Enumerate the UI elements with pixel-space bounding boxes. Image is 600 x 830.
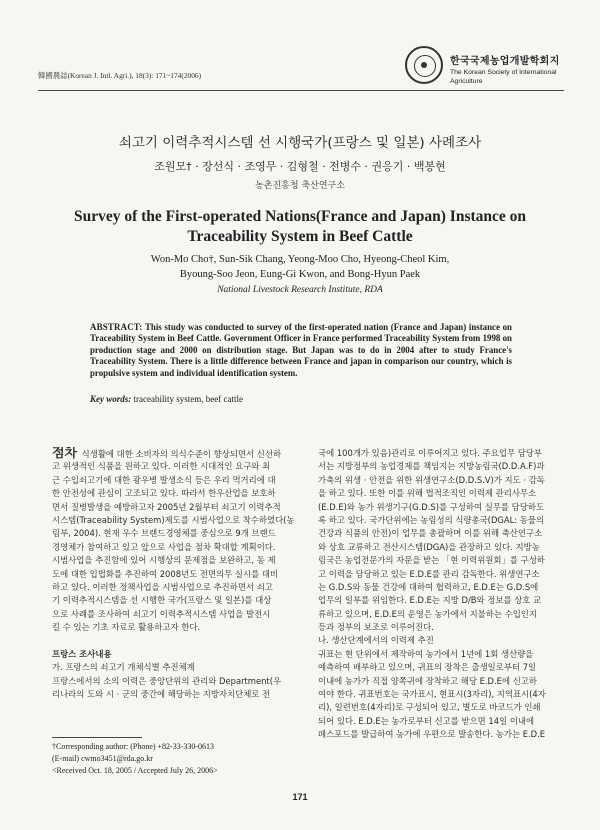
body-text-line: 리나라의 도와 시 · 군의 중간에 해당하는 지방자치단체로 전 [52, 689, 271, 700]
body-text-line: 림국은 농업전문가의 자문을 받는 「현 이력위원회」를 구성하 [318, 555, 545, 566]
keywords-label: Key words [90, 394, 129, 404]
body-text-line: 예측하여 배부하고 있으며, 귀표의 장착은 출생일로부터 7일 [318, 662, 537, 673]
authors-english-line2: Byoung-Soo Jeon, Eung-Gi Kwon, and Bong-Hyun Paek [179, 269, 421, 280]
body-text-line: 여야 한다. 귀표번호는 국가표시, 현표시(3자리), 지역표시(4자 [318, 689, 546, 700]
body-text-line: 고 위생적인 식품을 원하고 있다. 이러한 시대적인 요구와 최 [52, 461, 271, 472]
society-name-english-line1: The Korean Society of International [450, 69, 557, 76]
body-text-line: (E.D.E)와 농가 위생기구(G.D.S)를 구성하여 실무를 담당하도 [318, 501, 545, 512]
authors-korean: 조원모† · 장선식 · 조영무 · 김형철 · 전병수 · 권응기 · 백봉현 [154, 160, 446, 173]
body-text-line: 프랑스 조사내용 [52, 648, 112, 659]
body-text-line: 국에 100개가 있음)관리로 이루어지고 있다. 주요업무 담당부 [318, 448, 542, 458]
body-text-line: 가. 프랑스의 쇠고기 개체식별 추진체계 [52, 662, 195, 673]
body-text-line: 업무의 일부를 위임한다. E.D.E는 지방 D/B와 정보를 상호 교 [318, 595, 542, 606]
body-text-line: 는 G.D.S와 동물 건강에 대하여 협력하고, E.D.E는 G.D.S에 [318, 581, 539, 592]
keywords: Key words: traceability system, beef cattle [90, 394, 243, 404]
body-text-line: 되어 있다. E.D.E는 농가로부터 신고를 받으면 14일 이내에 [318, 715, 535, 726]
keywords-text: traceability system, beef cattle [133, 394, 243, 404]
body-text-line: 으로 사례를 조사하여 쇠고기 이력추적시스템 사업을 발전시 [52, 608, 271, 619]
body-text-line: 도에 대한 입법화를 추진하여 2008년도 전면의무 실시를 대비 [52, 568, 279, 579]
body-text-line: 면서 질병발생을 예방하고자 2005년 2월부터 쇠고기 이력추적 [52, 501, 281, 512]
body-text-line: 리), 일련번호(4자리)로 구성되어 있고, 별도로 바코드가 인쇄 [318, 702, 541, 713]
paper-title-english-line2: Traceability System in Beef Cattle [187, 228, 413, 245]
footnote-email: (E-mail) cwmo3451@rda.go.kr [52, 754, 153, 763]
body-text-line: 건강과 식품의 안전)이 업무를 총괄하며 이를 위해 축산연구소 [318, 528, 543, 539]
body-text-line: 프랑스에서의 소의 이력은 중앙단위의 관리와 Department(우 [52, 675, 282, 686]
abstract [90, 322, 512, 379]
page-number: 171 [292, 792, 308, 802]
body-right-column [318, 447, 570, 742]
body-text-line [52, 634, 306, 647]
authors-english-line1: Won-Mo Cho†, Sun-Sik Chang, Yeong-Moo Cho, Hyeong-Cheol Kim, [150, 254, 450, 265]
body-text-line: 가축의 위생 · 안전을 위한 위생연구소(D.D.S.V)가 지도 · 감독 [318, 474, 545, 485]
body-text-line: 패스포드를 발급하여 농가에 우편으로 발송한다. 농가는 E.D.E [318, 729, 546, 740]
body-text-line: 시스템(Traceability System)제도를 시범사업으로 착수하였다(농 [52, 514, 295, 525]
body-text-line: 나. 생산단계에서의 이력제 추진 [318, 635, 434, 646]
society-name-korean: 한국국제농업개발학회지 [450, 56, 560, 67]
paper-title-english-line1: Survey of the First-operated Nations(France and Japan) Instance on [73, 208, 527, 225]
footnote [52, 741, 312, 777]
body-text-line: 킬 수 있는 기초 자료로 활용하고자 한다. [52, 622, 201, 633]
paper-title-korean: 쇠고기 이력추적시스템 선 시행국가(프랑스 및 일본) 사례조사 [118, 135, 482, 151]
society-name-english-line2: Agriculture [450, 78, 483, 85]
journal-reference: 韓國農誌(Korean J. Intl. Agri.), 18(3): 171~174(2006) [38, 71, 202, 80]
affiliation-korean: 농촌진흥청 축산연구소 [255, 181, 345, 191]
body-text-line: 와 상호 교류하고 전산시스템(DGA)을 관장하고 있다. 지방농 [318, 541, 540, 552]
affiliation-english: National Livestock Research Institute, RDA [217, 285, 383, 295]
body-text-line: 하고 있다. 이러한 정책사업을 시범사업으로 추진하면서 쇠고 [52, 581, 273, 592]
body-text-line: 귀표는 현 단위에서 제작하여 농가에서 1년에 1회 생산량을 [318, 648, 534, 659]
body-text-line: 서는 지방정부의 농업경제를 책임지는 지방농림국(D.D.A.F)과 [318, 461, 545, 472]
body-text-line: 한 안전성에 관심이 고조되고 있다. 따라서 한우산업을 보호하 [52, 488, 276, 499]
body-text-line: 이내에 농가가 직접 양쪽귀에 장착하고 해당 E.D.E에 신고하 [318, 675, 537, 686]
body-text-line: 록 하고 있다. 국가단위에는 농림성의 식량총국(DGAL: 동물의 [318, 514, 545, 525]
body-left-column [52, 447, 306, 701]
footnote-divider [52, 737, 142, 738]
body-text-line: 등과 정부의 보조로 이루어진다. [318, 622, 434, 633]
body-text-line: 류하고 있으며, E.D.E의 운영은 농가에서 지불하는 수입인지 [318, 608, 537, 619]
body-text-line: 점차 식생활에 대한 소비자의 의식수준이 향상되면서 신선하 [52, 447, 282, 461]
body-text-line: 근 수입쇠고기에 대한 광우병 발생소식 등은 우리 먹거리에 대 [52, 474, 276, 485]
footnote-received: <Received Oct. 18, 2005 / Accepted July 26, 2006> [52, 766, 218, 775]
body-text-line: 기 이력추적시스템을 선 시행한 국가(프랑스 및 일본)를 대상 [52, 595, 272, 606]
abstract-text: This study was conducted to survey of the first-operated nation (France and Japan) instance on Traceability System in Beef Cattle. Government Officer in France performed Traceability System from 1998 on production stage and 2000 on distribution stage. But Japan was to do in 2004 after to study France's Traceability System. There is a little difference between France and japan in comparison our country, which is propulsive system and individual identification system. [90, 322, 512, 378]
body-text-line: 시범사업을 추진함에 있어 시행상의 문제점을 보완하고, 동 제 [52, 555, 276, 566]
lead-word: 점차 [52, 447, 82, 461]
body-text-line: 림부, 2004). 현재 우수 브랜드경영체를 중심으로 9개 브랜드 [52, 528, 276, 539]
footnote-corresponding: †Corresponding author: (Phone) +82-33-330-0613 [52, 742, 215, 751]
society-logo-icon [405, 46, 443, 84]
body-text-line: 을 하고 있다. 또한 이를 위해 법적조직인 이력제 관리사무소 [318, 488, 537, 499]
header-divider [38, 90, 564, 91]
abstract-label: ABSTRACT: [90, 322, 143, 332]
body-text-line: 고 이력을 담당하고 있는 E.D.E를 관리 감독한다. 위생연구소 [318, 568, 540, 579]
body-text-line: 경영체가 참여하고 있고 앞으로 사업을 점차 확대할 계획이다. [52, 541, 276, 552]
